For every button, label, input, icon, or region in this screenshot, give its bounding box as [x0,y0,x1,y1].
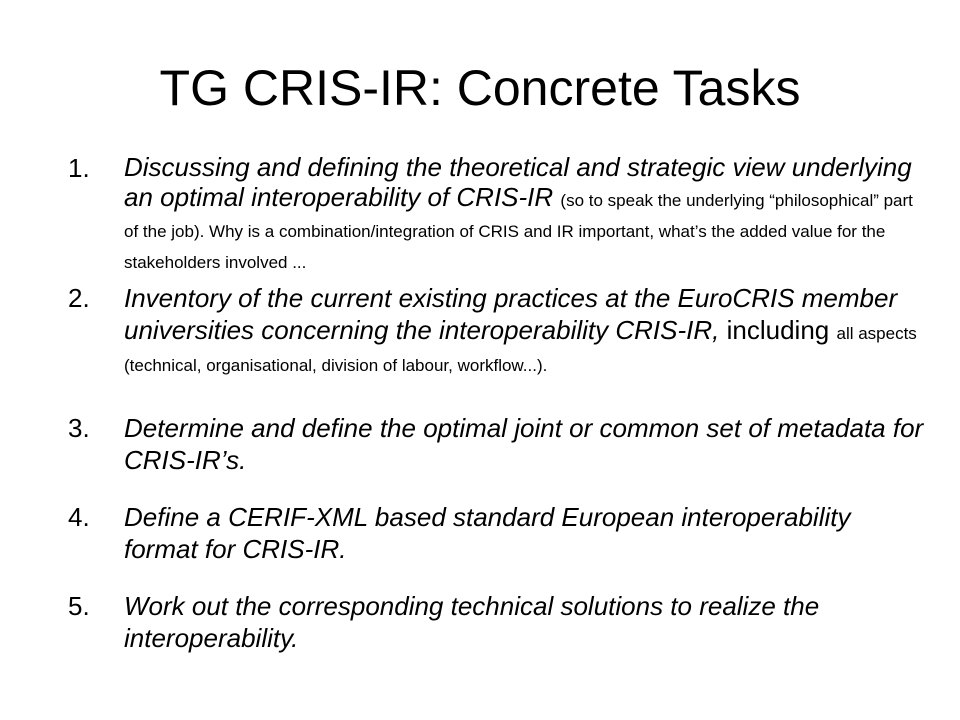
slide-title: TG CRIS-IR: Concrete Tasks [159,60,801,116]
task-number: 3. [68,413,90,443]
task-main-text: Inventory of the current existing practices at the EuroCRIS member universities concerning the interoperability CRIS-IR, [124,283,898,345]
task-number: 5. [68,591,90,621]
task-list [68,152,928,670]
task-item [68,282,928,412]
task-item [68,590,928,670]
task-number: 2. [68,283,90,313]
task-detail-text: all aspects (technical, organisational, division of labour, workflow...). [124,324,917,375]
task-item [68,501,928,590]
task-detail-text: (so to speak the underlying “philosophical” part of the job). Why is a combination/integration of CRIS and IR important, what’s the added value for the stakeholders involved ... [124,191,913,272]
task-main-text: Determine and define the optimal joint or common set of metadata for CRIS-IR’s. [124,413,924,475]
task-main-text: Discussing and defining the theoretical and strategic view underlying an optimal interoperability of CRIS-IR [124,152,912,212]
task-item [68,412,928,501]
task-text [124,152,928,275]
task-plain-text: including [726,315,830,345]
task-main-text: Define a CERIF-XML based standard European interoperability format for CRIS-IR. [124,502,851,564]
task-main-text: Work out the corresponding technical solutions to realize the interoperability. [124,591,820,653]
task-text [124,412,928,476]
task-item [68,152,928,282]
task-text [124,590,928,654]
task-text [124,282,928,378]
task-number: 1. [68,153,90,183]
task-text [124,501,928,565]
task-number: 4. [68,502,90,532]
